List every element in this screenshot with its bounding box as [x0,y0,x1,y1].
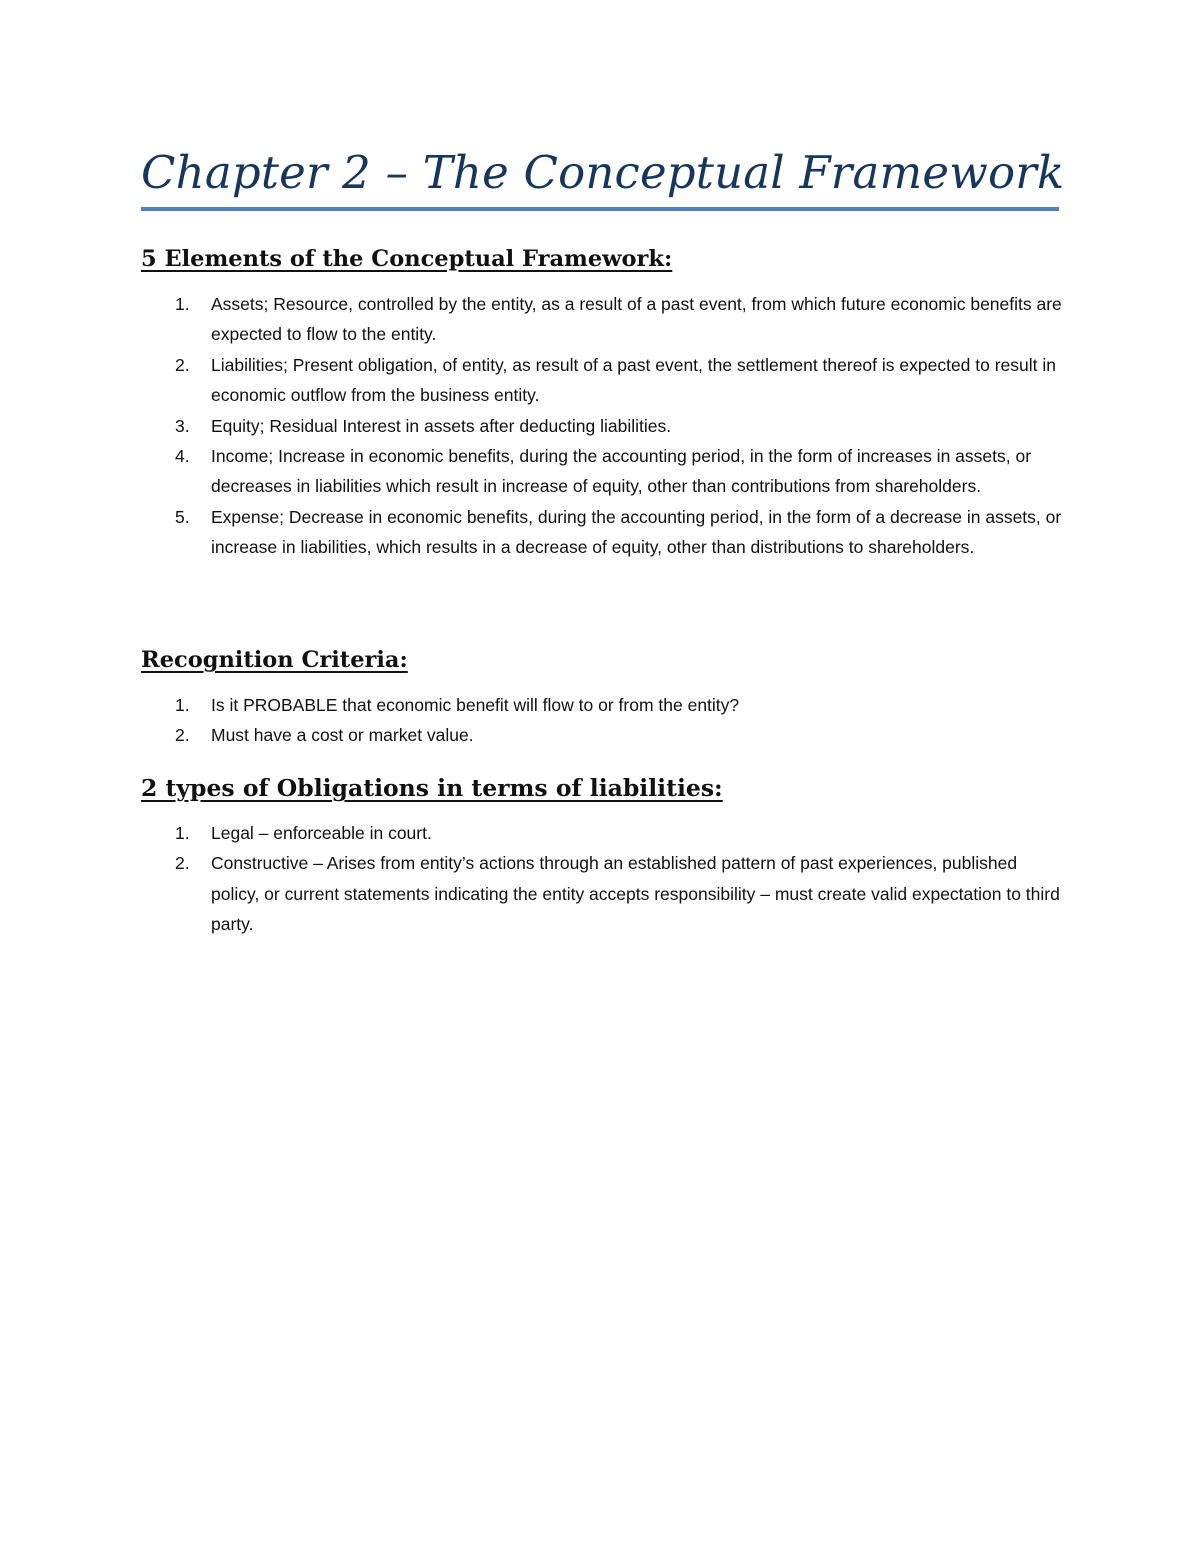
section-heading-obligations: 2 types of Obligations in terms of liabilities: [141,774,723,802]
list-item [141,720,1066,750]
list-item [141,411,1066,441]
list-item-number: 4. [175,446,190,467]
elements-list [141,289,1066,563]
obligations-list [141,818,1066,940]
list-item-number: 2. [175,853,190,874]
section-heading-elements: 5 Elements of the Conceptual Framework: [141,246,673,272]
list-item-text: Must have a cost or market value. [211,725,474,746]
list-item-number: 1. [175,294,190,314]
list-item-number: 5. [175,506,190,527]
list-item-number: 1. [175,695,190,715]
list-item-text: Assets; Resource, controlled by the entity, as a result of a past event, from which future economic benefits are expected to flow to the entity. [211,294,1062,345]
list-item [141,502,1066,563]
list-item-text: Equity; Residual Interest in assets after deducting liabilities. [211,415,672,436]
list-item [141,690,1066,720]
list-item [141,350,1066,411]
list-item-number: 2. [175,725,190,746]
page-title: Chapter 2 – The Conceptual Framework [141,146,1065,199]
list-item [141,848,1066,939]
list-item [141,441,1066,502]
list-item-text: Legal – enforceable in court. [211,823,432,843]
list-item [141,818,1066,848]
list-item-text: Is it PROBABLE that economic benefit will flow to or from the entity? [211,695,740,715]
list-item-text: Income; Increase in economic benefits, during the accounting period, in the form of increases in assets, or decreases in liabilities which result in increase of equity, other than contributions from shareholders. [211,446,1032,497]
section-heading-recognition: Recognition Criteria: [141,647,408,673]
list-item-text: Liabilities; Present obligation, of entity, as result of a past event, the settlement thereof is expected to result in economic outflow from the business entity. [211,354,1057,406]
list-item-text: Constructive – Arises from entity’s actions through an established pattern of past experiences, published policy, or current statements indicating the entity accepts responsibility – must create valid expectation to third party. [211,853,1060,935]
list-item-number: 3. [175,415,190,436]
list-item-text: Expense; Decrease in economic benefits, during the accounting period, in the form of a decrease in assets, or increase in liabilities, which results in a decrease of equity, other than distributions to shareholders. [211,506,1062,558]
list-item-number: 2. [175,354,190,375]
list-item [141,289,1066,350]
title-underline-rule [141,207,1059,211]
recognition-list [141,690,1066,751]
list-item-number: 1. [175,823,190,843]
